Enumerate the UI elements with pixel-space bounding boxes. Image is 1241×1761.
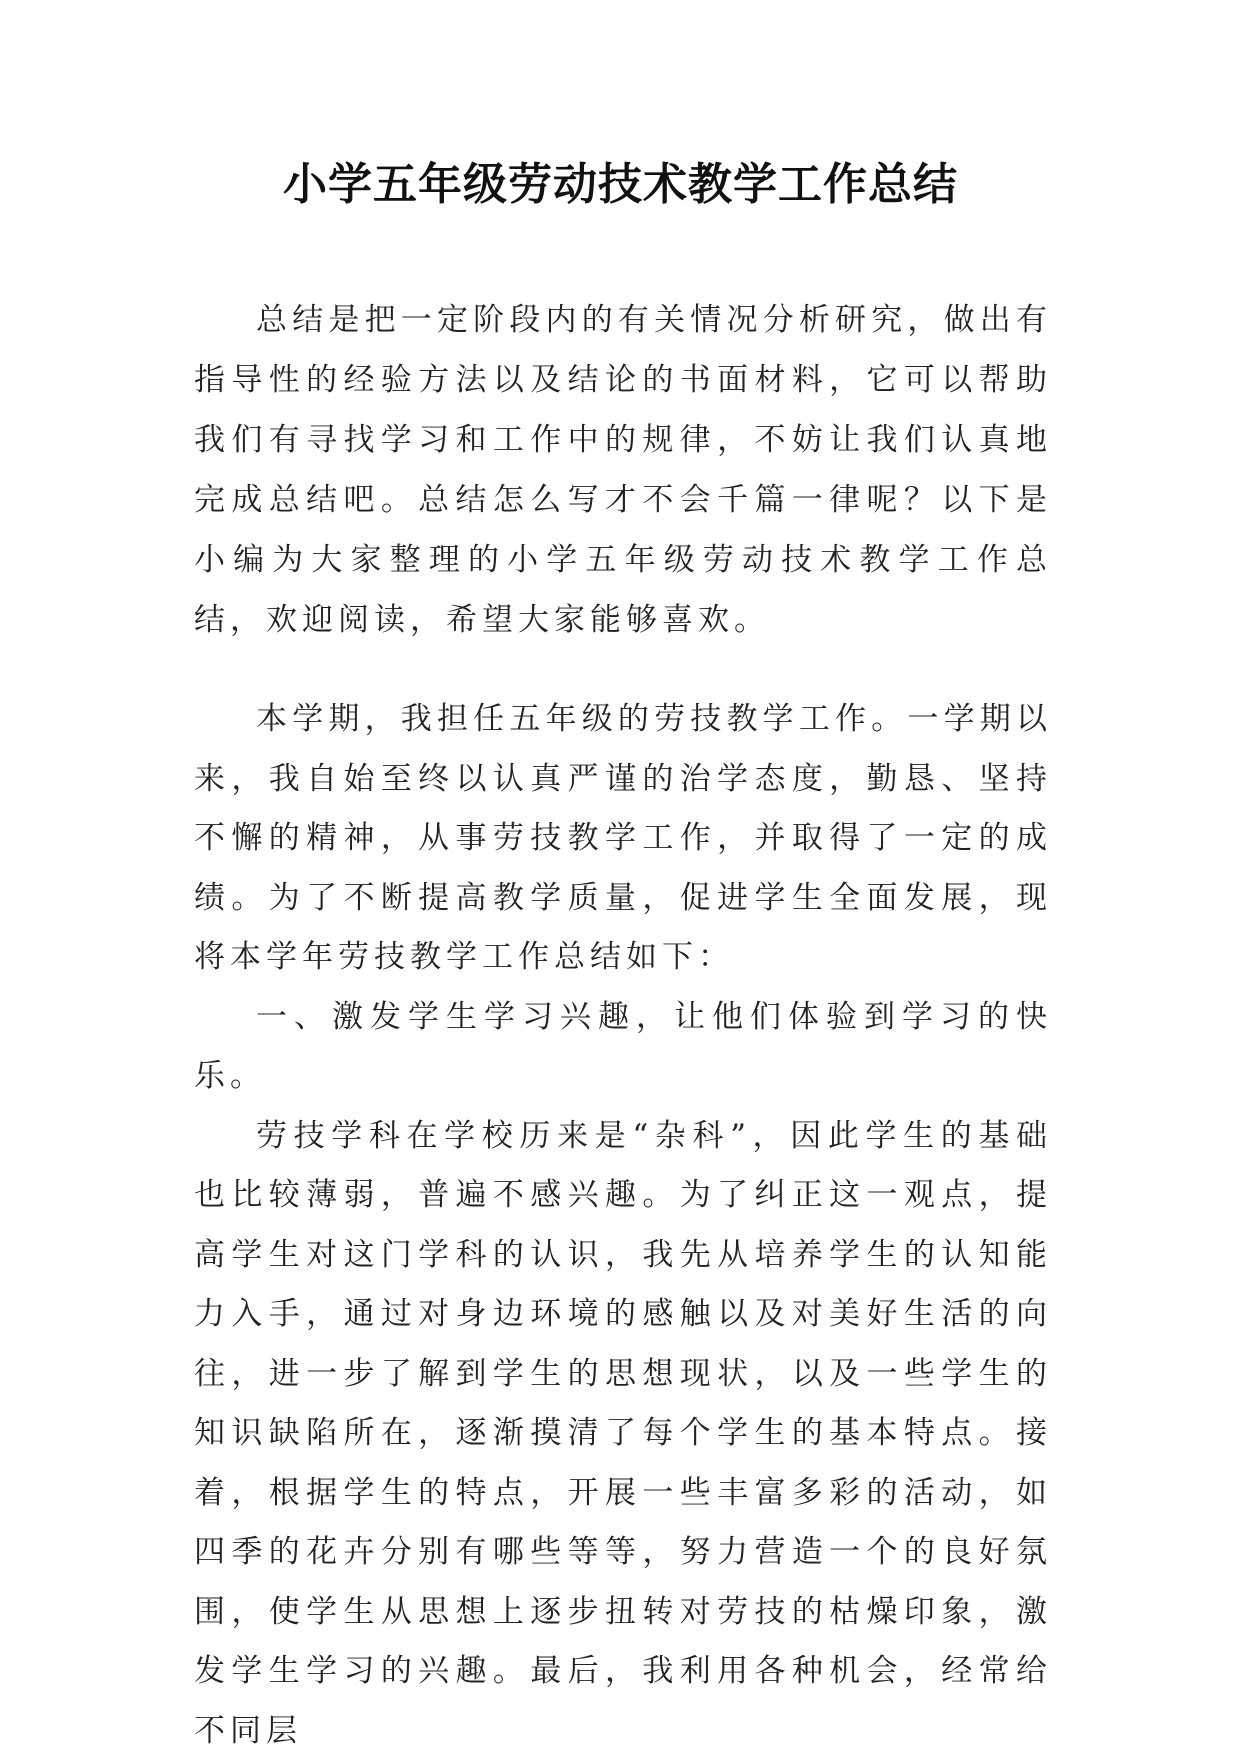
- intro-section: [194, 290, 1052, 650]
- main-section: [194, 690, 1052, 1761]
- section-heading-1: 一、激发学生学习兴趣，让他们体验到学习的快乐。: [194, 988, 1052, 1107]
- document-title: 小学五年级劳动技术教学工作总结: [0, 150, 1241, 220]
- body-paragraph-1: 本学期，我担任五年级的劳技教学工作。一学期以来，我自始至终以认真严谨的治学态度，勤恳、坚持不懈的精神，从事劳技教学工作，并取得了一定的成绩。为了不断提高教学质量，促进学生全面发展，现将本学年劳技教学工作总结如下：: [194, 690, 1052, 988]
- intro-paragraph: 总结是把一定阶段内的有关情况分析研究，做出有指导性的经验方法以及结论的书面材料，它可以帮助我们有寻找学习和工作中的规律，不妨让我们认真地完成总结吧。总结怎么写才不会千篇一律呢？以下是小编为大家整理的小学五年级劳动技术教学工作总结，欢迎阅读，希望大家能够喜欢。: [194, 290, 1052, 650]
- body-paragraph-2: 劳技学科在学校历来是“杂科”，因此学生的基础也比较薄弱，普遍不感兴趣。为了纠正这一观点，提高学生对这门学科的认识，我先从培养学生的认知能力入手，通过对身边环境的感触以及对美好生活的向往，进一步了解到学生的思想现状，以及一些学生的知识缺陷所在，逐渐摸清了每个学生的基本特点。接着，根据学生的特点，开展一些丰富多彩的活动，如四季的花卉分别有哪些等等，努力营造一个的良好氛围，使学生从思想上逐步扭转对劳技的枯燥印象，激发学生学习的兴趣。最后，我利用各种机会，经常给不同层: [194, 1107, 1052, 1761]
